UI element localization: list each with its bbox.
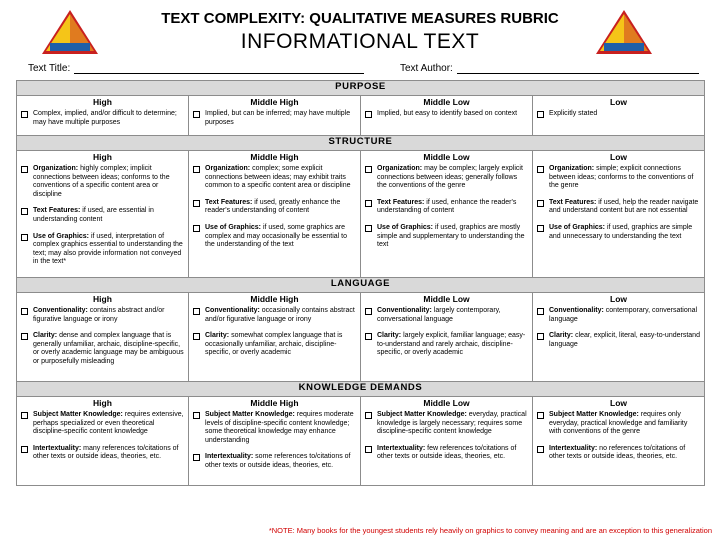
section-heading-language: LANGUAGE xyxy=(17,278,705,293)
language-cell-middle-low xyxy=(361,305,533,382)
text-title-field[interactable] xyxy=(28,63,364,74)
criterion-item xyxy=(193,453,356,470)
criterion-item xyxy=(21,207,184,224)
criterion-description: simple; explicit connections between ideas; conforms to the conventions of the genre xyxy=(549,165,694,190)
criterion-label: Conventionality: xyxy=(377,307,432,314)
criterion-item xyxy=(193,110,356,127)
criterion-description: some references to/citations of other texts or outside ideas, theories, etc. xyxy=(205,453,351,469)
criterion-description: if used, interpretation of complex graphics essential to understanding the text; may also provide information not conveyed in the text* xyxy=(33,232,183,266)
criterion-item xyxy=(537,110,700,119)
criterion-text xyxy=(205,332,356,358)
criterion-item xyxy=(365,199,528,216)
criterion-label: Text Features: xyxy=(205,198,253,206)
criterion-description: no references to/citations of other texts or outside ideas, theories, etc. xyxy=(549,444,686,461)
criterion-label: Conventionality: xyxy=(549,307,604,314)
level-header-low: Low xyxy=(533,293,705,306)
section-heading-knowledge: KNOWLEDGE DEMANDS xyxy=(17,382,705,397)
criterion-description: contains abstract and/or figurative language or irony xyxy=(33,307,165,323)
criterion-text xyxy=(549,165,700,191)
checkbox[interactable] xyxy=(537,200,544,207)
page-title: TEXT COMPLEXITY: QUALITATIVE MEASURES RUBRIC xyxy=(161,10,559,27)
structure-cell-middle-high xyxy=(189,163,361,278)
checkbox[interactable] xyxy=(193,225,200,232)
criterion-text xyxy=(549,307,700,324)
checkbox[interactable] xyxy=(365,166,372,173)
criterion-text xyxy=(33,233,184,267)
criterion-description: Complex, implied, and/or difficult to determine; may have multiple purposes xyxy=(33,110,177,126)
criterion-label: Subject Matter Knowledge: xyxy=(377,411,467,418)
checkbox[interactable] xyxy=(21,308,28,315)
criterion-label: Intertextuality: xyxy=(377,444,426,452)
criterion-text xyxy=(549,445,700,462)
checkbox[interactable] xyxy=(21,208,28,215)
level-header-middle-high: Middle High xyxy=(189,293,361,306)
criterion-item xyxy=(365,445,528,462)
criterion-label: Use of Graphics: xyxy=(377,223,434,231)
criterion-item xyxy=(537,165,700,191)
criterion-description: dense and complex language that is generally unfamiliar, archaic, discipline-specific, or overly academic language may be ambiguous or purposefully misleading xyxy=(33,332,184,365)
criterion-text xyxy=(205,224,356,250)
criterion-item xyxy=(365,165,528,191)
level-header-middle-low: Middle Low xyxy=(361,293,533,306)
criterion-item xyxy=(193,199,356,216)
checkbox[interactable] xyxy=(365,308,372,315)
criterion-description: complex; some explicit connections between ideas; may exhibit traits common to a specific content area or discipline xyxy=(205,165,351,190)
criterion-label: Clarity: xyxy=(377,332,402,340)
criterion-text xyxy=(377,411,528,437)
language-cell-middle-high xyxy=(189,305,361,382)
criterion-item xyxy=(21,445,184,462)
criterion-text xyxy=(205,453,356,470)
checkbox[interactable] xyxy=(21,111,28,118)
page-subtitle: INFORMATIONAL TEXT xyxy=(240,30,480,53)
level-header-middle-low: Middle Low xyxy=(361,397,533,410)
criterion-label: Subject Matter Knowledge: xyxy=(549,411,639,418)
level-header-high: High xyxy=(17,397,189,410)
criterion-description: if used, some graphics are complex and may occasionally be essential to the understanding of the text xyxy=(205,223,348,249)
criterion-text xyxy=(33,411,184,437)
criterion-text xyxy=(549,224,700,241)
criterion-label: Conventionality: xyxy=(33,307,88,314)
level-header-middle-high: Middle High xyxy=(189,151,361,164)
criterion-text xyxy=(33,165,184,199)
criterion-description: few references to/citations of other texts or outside ideas, theories, etc. xyxy=(377,444,517,461)
criterion-item xyxy=(537,224,700,241)
knowledge-cell-low xyxy=(533,409,705,486)
criterion-item xyxy=(537,332,700,349)
checkbox[interactable] xyxy=(537,446,544,453)
criterion-text xyxy=(33,110,184,127)
checkbox[interactable] xyxy=(21,446,28,453)
criterion-description: everyday, practical knowledge is largely necessary; requires some discipline-specific content knowledge xyxy=(377,411,527,436)
structure-cell-high xyxy=(17,163,189,278)
criterion-text xyxy=(205,165,356,191)
level-header-high: High xyxy=(17,293,189,306)
criterion-item xyxy=(365,307,528,324)
text-title-line[interactable] xyxy=(74,64,364,74)
knowledge-cell-middle-high xyxy=(189,409,361,486)
checkbox[interactable] xyxy=(193,308,200,315)
criterion-item xyxy=(193,307,356,324)
level-header-low: Low xyxy=(533,397,705,410)
level-header-high: High xyxy=(17,96,189,109)
criterion-description: Implied, but easy to identify based on context xyxy=(377,110,518,117)
criterion-description: contemporary, conversational language xyxy=(549,307,698,323)
checkbox[interactable] xyxy=(193,166,200,173)
checkbox[interactable] xyxy=(193,111,200,118)
level-header-middle-low: Middle Low xyxy=(361,96,533,109)
criterion-label: Intertextuality: xyxy=(549,444,598,452)
level-header-high: High xyxy=(17,151,189,164)
criterion-text xyxy=(377,332,528,358)
criterion-description: occasionally contains abstract and/or figurative language or irony xyxy=(205,307,355,323)
checkbox[interactable] xyxy=(537,111,544,118)
criterion-item xyxy=(365,110,528,119)
criterion-text xyxy=(33,207,184,224)
criterion-item xyxy=(21,332,184,366)
structure-cell-low xyxy=(533,163,705,278)
purpose-cell-high xyxy=(17,108,189,136)
criterion-label: Subject Matter Knowledge: xyxy=(205,411,295,418)
criterion-text xyxy=(205,307,356,324)
criterion-label: Clarity: xyxy=(205,332,230,340)
criterion-item xyxy=(21,165,184,199)
criterion-item xyxy=(21,411,184,437)
criterion-item xyxy=(21,110,184,127)
checkbox[interactable] xyxy=(537,166,544,173)
criterion-description: many references to/citations of other texts or outside ideas, theories, etc. xyxy=(33,444,179,461)
criterion-item xyxy=(193,411,356,445)
knowledge-cell-high xyxy=(17,409,189,486)
criterion-description: largely contemporary, conversational language xyxy=(377,307,501,323)
section-heading-purpose: PURPOSE xyxy=(17,81,705,96)
criterion-text xyxy=(205,110,356,127)
criterion-text xyxy=(205,411,356,445)
criterion-text xyxy=(377,165,528,191)
criterion-text xyxy=(377,224,528,250)
checkbox[interactable] xyxy=(365,111,372,118)
checkbox[interactable] xyxy=(21,166,28,173)
checkbox[interactable] xyxy=(21,234,28,241)
criterion-item xyxy=(537,307,700,324)
criterion-text xyxy=(33,445,184,462)
criterion-label: Use of Graphics: xyxy=(205,223,262,231)
checkbox[interactable] xyxy=(365,412,372,419)
footnote: *NOTE: Many books for the youngest students rely heavily on graphics to convey meaning and are an exception to this generalization xyxy=(268,526,712,535)
criterion-label: Organization: xyxy=(33,165,79,172)
criterion-text xyxy=(377,445,528,462)
criterion-text xyxy=(205,199,356,216)
criterion-label: Text Features: xyxy=(33,207,81,215)
level-header-middle-low: Middle Low xyxy=(361,151,533,164)
checkbox[interactable] xyxy=(365,225,372,232)
criterion-description: if used, graphics are mostly simple and supplementary to understanding the text xyxy=(377,223,525,249)
criterion-description: somewhat complex language that is occasionally unfamiliar, archaic, discipline-specific, or overly academic xyxy=(205,332,343,357)
criterion-label: Organization: xyxy=(377,165,423,172)
criterion-description: if used, are essential in understanding content xyxy=(33,207,154,223)
criterion-label: Clarity: xyxy=(33,332,58,340)
level-header-low: Low xyxy=(533,151,705,164)
criterion-description: clear, explicit, literal, easy-to-understand language xyxy=(549,332,700,348)
checkbox[interactable] xyxy=(21,333,28,340)
criterion-text xyxy=(33,332,184,366)
criterion-description: if used, graphics are simple and unnecessary to understanding the text xyxy=(549,223,693,240)
text-author-line[interactable] xyxy=(457,64,699,74)
criterion-label: Organization: xyxy=(205,165,251,172)
criterion-label: Use of Graphics: xyxy=(33,232,90,240)
checkbox[interactable] xyxy=(193,200,200,207)
criterion-label: Text Features: xyxy=(377,198,425,206)
checkbox[interactable] xyxy=(193,412,200,419)
criterion-description: may be complex; largely explicit connections between ideas; generally follows the conventions of the genre xyxy=(377,165,523,190)
criterion-label: Clarity: xyxy=(549,332,574,340)
criterion-description: Implied, but can be inferred; may have multiple purposes xyxy=(205,110,351,126)
criterion-text xyxy=(377,307,528,324)
criterion-item xyxy=(21,307,184,324)
checkbox[interactable] xyxy=(193,333,200,340)
criterion-text xyxy=(549,411,700,437)
knowledge-cell-middle-low xyxy=(361,409,533,486)
criterion-description: if used, help the reader navigate and understand content but are not essential xyxy=(549,198,699,215)
criterion-item xyxy=(21,233,184,267)
language-cell-high xyxy=(17,305,189,382)
purpose-cell-middle-high xyxy=(189,108,361,136)
checkbox[interactable] xyxy=(21,412,28,419)
criterion-description: requires moderate levels of discipline-specific content knowledge; some theoretical knowledge may enhance understanding xyxy=(205,411,354,444)
criterion-description: if used, enhance the reader's understanding of content xyxy=(377,198,517,215)
criterion-text xyxy=(377,199,528,216)
text-author-label: Text Author: xyxy=(400,63,453,74)
purpose-cell-low xyxy=(533,108,705,136)
checkbox[interactable] xyxy=(193,454,200,461)
criterion-item xyxy=(193,224,356,250)
level-header-middle-high: Middle High xyxy=(189,397,361,410)
language-cell-low xyxy=(533,305,705,382)
criterion-label: Use of Graphics: xyxy=(549,223,606,231)
criterion-label: Intertextuality: xyxy=(33,444,82,452)
checkbox[interactable] xyxy=(537,308,544,315)
criterion-text xyxy=(549,110,700,119)
criterion-item xyxy=(537,199,700,216)
criterion-item xyxy=(365,332,528,358)
criterion-description: largely explicit, familiar language; easy-to-understand and rarely archaic, discipline-specific, or overly academic xyxy=(377,332,526,357)
structure-cell-middle-low xyxy=(361,163,533,278)
criterion-description: Explicitly stated xyxy=(549,110,598,117)
criterion-item xyxy=(193,332,356,358)
criterion-item xyxy=(193,165,356,191)
rubric-table xyxy=(16,80,705,486)
criterion-description: requires only everyday, practical knowledge and familiarity with conventions of the genre xyxy=(549,411,688,436)
checkbox[interactable] xyxy=(365,200,372,207)
criterion-item xyxy=(365,411,528,437)
criterion-description: highly complex; implicit connections between ideas; conforms to the conventions of a specific content area or discipline xyxy=(33,165,170,198)
checkbox[interactable] xyxy=(537,225,544,232)
criterion-label: Text Features: xyxy=(549,198,597,206)
criterion-text xyxy=(33,307,184,324)
checkbox[interactable] xyxy=(537,412,544,419)
criterion-label: Subject Matter Knowledge: xyxy=(33,411,123,418)
criterion-item xyxy=(537,445,700,462)
criterion-text xyxy=(377,110,528,119)
section-heading-structure: STRUCTURE xyxy=(17,136,705,151)
text-author-field[interactable] xyxy=(400,63,699,74)
purpose-cell-middle-low xyxy=(361,108,533,136)
criterion-label: Conventionality: xyxy=(205,307,260,314)
text-title-label: Text Title: xyxy=(28,63,71,74)
criterion-description: if used, greatly enhance the reader's understanding of content xyxy=(205,198,341,215)
criterion-description: requires extensive, perhaps specialized or even theoretical discipline-specific content knowledge xyxy=(33,411,184,436)
criterion-item xyxy=(365,224,528,250)
checkbox[interactable] xyxy=(365,333,372,340)
criterion-text xyxy=(549,332,700,349)
criterion-text xyxy=(549,199,700,216)
criterion-label: Organization: xyxy=(549,165,595,172)
checkbox[interactable] xyxy=(365,446,372,453)
checkbox[interactable] xyxy=(537,333,544,340)
level-header-middle-high: Middle High xyxy=(189,96,361,109)
criterion-item xyxy=(537,411,700,437)
criterion-label: Intertextuality: xyxy=(205,453,254,461)
level-header-low: Low xyxy=(533,96,705,109)
